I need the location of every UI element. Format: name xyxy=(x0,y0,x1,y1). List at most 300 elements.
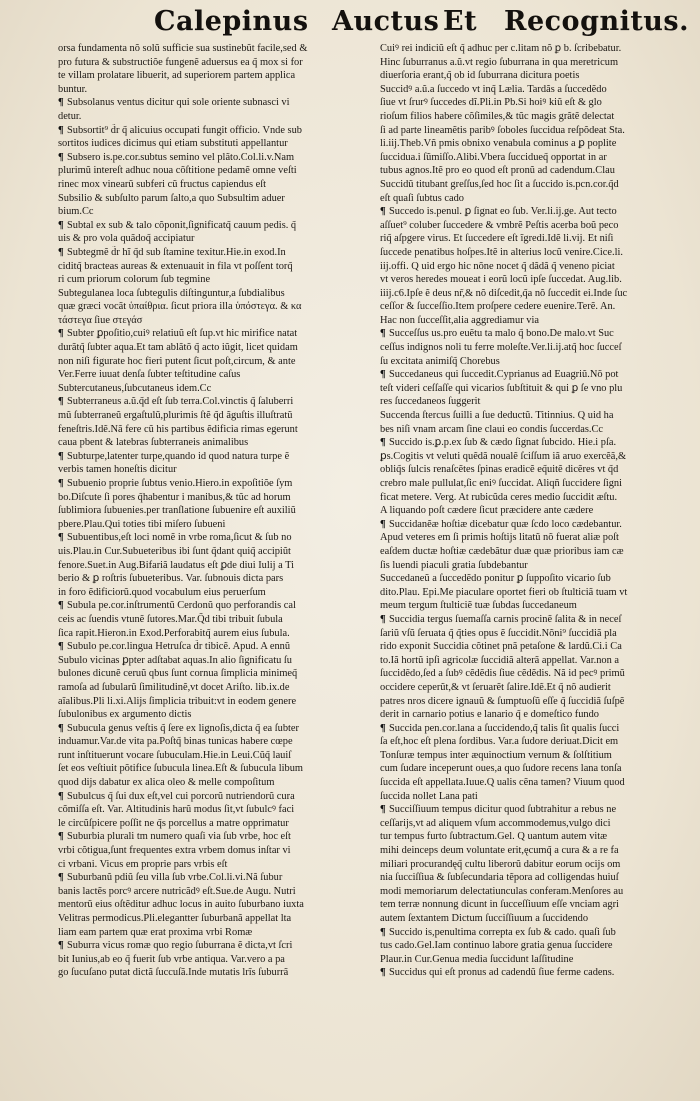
text-line xyxy=(380,966,694,980)
line-text: crebro male pullulat,ſic eniꝰ ſuccidat. Aliqñ ſuccidere ſigni xyxy=(380,478,623,489)
text-line xyxy=(58,273,378,287)
line-text: Succedo is.penul. ꝑ ſignat eo ſub. Ver.li.ij.ge. Aut tecto xyxy=(389,206,617,218)
text-line xyxy=(380,151,694,165)
text-line xyxy=(58,450,378,464)
line-text: Subterraneus a.ũ.q̃d eſt ſub terra.Col.vinctis q̃ ſaluberri xyxy=(67,396,294,408)
pilcrow-mark: ¶ xyxy=(58,641,64,653)
line-text: Apud veteres em ſi primis hoſtijs litatũ nõ fuerat aliæ poſt xyxy=(380,532,619,544)
line-text: derit in carnario potius e lanario q̃ e domeſtico fundo xyxy=(380,709,599,721)
text-line xyxy=(380,844,694,858)
text-line xyxy=(380,246,694,260)
line-text: iij.offi. Q uid ergo hic nõne nocet q̃ dãdã q̃ veneno piciat xyxy=(380,260,615,272)
line-text: Suburra vicus romæ quo regio ſuburrana ẽ dicta,vt ſcri xyxy=(67,940,293,952)
text-line xyxy=(380,110,694,124)
line-text: tur tempus furto ſubtractum.Gel. Q uantum autem vitæ xyxy=(380,831,608,843)
line-text: Subulcus q̃ ſui dux eſt,vel cui porcorũ nutriendorũ cura xyxy=(67,790,295,802)
pilcrow-mark: ¶ xyxy=(380,967,386,979)
text-line xyxy=(380,762,694,776)
pilcrow-mark: ¶ xyxy=(58,722,64,734)
text-line xyxy=(380,953,694,967)
text-line xyxy=(58,613,378,627)
text-line xyxy=(58,300,378,314)
text-line xyxy=(58,803,378,817)
line-text: ſis luendi piaculi gratia ſubdebantur xyxy=(380,559,528,571)
pilcrow-mark: ¶ xyxy=(58,532,64,544)
text-line xyxy=(380,436,694,450)
pilcrow-mark: ¶ xyxy=(58,396,64,408)
pilcrow-mark: ¶ xyxy=(58,478,64,489)
line-text: Hac non ſucceſſit,alia aggrediamur via xyxy=(380,314,539,326)
pilcrow-mark: ¶ xyxy=(380,328,386,340)
text-line xyxy=(58,491,378,505)
pilcrow-mark: ¶ xyxy=(380,926,386,938)
line-text: ꝑs.Cogitis vt veluti quẽdã noualẽ ſciſſum iã aruo exercẽã,& xyxy=(380,450,627,462)
running-head-recognitus: Recognitus. xyxy=(504,6,690,37)
text-line xyxy=(58,192,378,206)
running-head xyxy=(0,2,700,42)
line-text: Succida pen.cor.lana a ſuccidendo,q̃ talis ſit qualis ſucci xyxy=(389,722,620,734)
text-line xyxy=(380,640,694,654)
line-text: dito.Plau. Epi.Me piaculare oportet fieri ob ſtulticiã tuam vt xyxy=(380,586,628,598)
line-text: pro futura & substructiõe fungenẽ aduersus ea q̃ mox si for xyxy=(58,56,303,68)
line-text: buntur. xyxy=(58,83,88,95)
text-line xyxy=(58,817,378,831)
text-line xyxy=(380,817,694,831)
text-line xyxy=(380,559,694,573)
line-text: ci vrbani. Vicus em proprie pars vrbis eſt xyxy=(58,858,228,870)
text-line xyxy=(380,599,694,613)
line-text: tus cado.Gel.Iam continuo labore gratia genua ſuccidere xyxy=(380,940,613,952)
line-text: bium.Cc xyxy=(58,206,94,218)
line-text: to.Iã hortũ ipſi agricolæ ſuccidiã alterã appellat. Var.non a xyxy=(380,654,619,666)
text-line xyxy=(58,314,378,328)
pilcrow-mark: ¶ xyxy=(58,328,64,340)
text-line xyxy=(58,953,378,967)
text-line xyxy=(58,151,378,165)
line-text: pbere.Plau.Qui toties tibi miſero ſubueni xyxy=(58,518,226,530)
running-head-et: Et xyxy=(443,6,478,37)
pilcrow-mark: ¶ xyxy=(58,600,64,612)
pilcrow-mark: ¶ xyxy=(58,246,64,258)
line-text: nia ſucciſſiua & ſubſecundaria tẽpora ad colligendas huiuſ xyxy=(380,872,619,884)
text-line xyxy=(58,69,378,83)
text-line xyxy=(380,355,694,369)
pilcrow-mark: ¶ xyxy=(58,97,64,109)
line-text: Subtegulanea loca ſubtegulis diſtinguntur,a ſubdialibus xyxy=(58,287,285,299)
line-text: ſa eſt,hoc eſt plena ſordibus. Var.a ſudore deriuat.Dicit em xyxy=(380,736,619,748)
line-text: eaſdem ductæ hoſtiæ cædebãtur duæ quæ prioribus iam cæ xyxy=(380,545,624,557)
line-text: Subula pe.cor.inſtrumentũ Cerdonũ quo perforandis cal xyxy=(67,600,296,612)
text-line xyxy=(380,871,694,885)
text-line xyxy=(58,545,378,559)
line-text: detur. xyxy=(58,110,82,122)
text-line xyxy=(58,858,378,872)
text-line xyxy=(380,749,694,763)
text-line xyxy=(380,695,694,709)
line-text: go ſucuſano putat dictã ſuccuſã.Inde mutatis lrĩs ſuburrã xyxy=(58,967,289,979)
pilcrow-mark: ¶ xyxy=(380,804,386,816)
text-line xyxy=(380,327,694,341)
text-line xyxy=(380,56,694,70)
line-text: bulones dicunẽ ceruũ qbus ſunt cornua ſimplicia minimeq̃ xyxy=(58,668,298,680)
text-line xyxy=(58,518,378,532)
text-line xyxy=(58,260,378,274)
text-line xyxy=(380,409,694,423)
line-text: modi memoriarum delectatiunculas conferam.Menſores au xyxy=(380,885,624,897)
line-text: Subter ꝑpoſitio,cuiꝰ relatiuũ eſt ſup.vt hic mirifice natat xyxy=(67,328,298,340)
pilcrow-mark: ¶ xyxy=(58,831,64,843)
line-text: Tonſuræ tempus inter æquinoctium vernum & ſolſtitium xyxy=(380,749,612,761)
text-line xyxy=(58,110,378,124)
line-text: rinec mox vinearũ subferi cũ fructus capiendus eſt xyxy=(58,178,267,190)
text-line xyxy=(380,463,694,477)
line-text: eſt quaſi ſubtus cado xyxy=(380,192,464,204)
line-text: A liquando poſt cædere ſicut præcidere ante cædere xyxy=(380,505,594,517)
line-text: Subturpe,latenter turpe,quando id quod natura turpe ẽ xyxy=(67,450,290,462)
line-text: verbis tamen honeſtis dicitur xyxy=(58,464,177,476)
line-text: le circũſpicere poſſit ne q̃s porcellus a matre opprimatur xyxy=(58,817,289,829)
text-line xyxy=(380,830,694,844)
text-line xyxy=(380,491,694,505)
line-text: meum tergum ſtulticiẽ tuæ ſubdas ſuccedaneum xyxy=(380,600,577,612)
line-text: Succidus qui eſt pronus ad cadendũ ſiue ferme cadens. xyxy=(389,967,615,979)
text-line xyxy=(58,382,378,396)
text-line xyxy=(380,69,694,83)
pilcrow-mark: ¶ xyxy=(58,450,64,462)
line-text: orsa fundamenta nõ solũ sufficie sua sustinebũt facile,sed & xyxy=(58,43,308,54)
text-line xyxy=(380,287,694,301)
line-text: Subsero is.pe.cor.subtus semino vel plãto.Col.li.v.Nam xyxy=(67,151,295,163)
line-text: Succeſſus us.pro euẽtu ta malo q̃ bono.De malo.vt Suc xyxy=(389,328,614,340)
line-text: ramoſa ad ſubularũ ſimilitudinẽ,vt docet Ariſto. lib.ix.de xyxy=(58,681,290,693)
line-text: bes niſi vnam arcam ſine claui eo condis ſuccerdas.Cc xyxy=(380,423,604,435)
line-text: Succenda ſtercus ſuilli a ſue deductũ. Titinnius. Q uid ha xyxy=(380,410,614,422)
text-line xyxy=(380,96,694,110)
text-line xyxy=(380,368,694,382)
line-text: feneſtris.Idẽ.Nã fere cũ his partibus ẽdificia rimas egerunt xyxy=(58,423,298,435)
line-text: Hinc ſuburranus a.ũ.vt regio ſuburrana in qua meretricum xyxy=(380,56,619,68)
line-text: Subtal ex sub & talo cõponit,ſignificatq̃ cauum pedis. q̃ xyxy=(67,219,297,231)
text-line xyxy=(380,627,694,641)
running-head-auctus: Auctus xyxy=(332,6,440,37)
text-line xyxy=(380,722,694,736)
line-text: ceſſus indignos noli tu ferre moleſte.Ver.li.ij.atq̃ hoc ſucceſ xyxy=(380,342,622,354)
text-line xyxy=(380,83,694,97)
line-text: Succiſſiuum tempus dicitur quod ſubtrahitur a rebus ne xyxy=(389,804,617,816)
text-line xyxy=(380,531,694,545)
line-text: Subucula genus veſtis q̃ ſere ex lignoſis,dicta q̃ ea ſubter xyxy=(67,722,299,734)
text-line xyxy=(58,409,378,423)
line-text: Subulo pe.cor.lingua Hetruſca d̃r tibicẽ. Apud. A ennũ xyxy=(67,641,291,653)
text-line xyxy=(58,898,378,912)
line-text: quod dijs dabatur ex alica oleo & melle compoſitum xyxy=(58,777,275,789)
line-text: bit Iunius,ab eo q̃ fuerit ſub vrbe antiqua. Var.vero a pa xyxy=(58,953,285,965)
text-line xyxy=(380,273,694,287)
text-line xyxy=(58,504,378,518)
line-text: autem ſextantem Dictum ſucciſſiuum a ſuccidendo xyxy=(380,913,589,924)
text-line xyxy=(58,966,378,980)
line-text: aĩalibus.Pli li.xi.Alijs ſimplicia tribuit:vt in eodem genere xyxy=(58,695,297,707)
line-text: aſſuet⁹ coluber ſuccedere & vmbrẽ Peſtis acerba boũ peco xyxy=(380,219,619,231)
text-line xyxy=(58,939,378,953)
line-text: Plaur.in Cur.Genua media ſuccidunt laſſitudine xyxy=(380,953,574,965)
line-text: ceſſor & ſucceſſio.Item proſpere cedere euenire.Terẽ. An. xyxy=(380,301,616,313)
text-line xyxy=(58,735,378,749)
text-line xyxy=(58,219,378,233)
line-text: obliq̃s ſulcis renaſcẽtes ſpinas eradicẽ eq̃uitẽ dicẽres vt q̃d xyxy=(380,464,619,476)
pilcrow-mark: ¶ xyxy=(380,369,386,381)
text-line xyxy=(380,776,694,790)
pilcrow-mark: ¶ xyxy=(58,872,64,884)
text-line xyxy=(58,572,378,586)
line-text: cum ſudare inceperunt oues,a quo ſudore recens lana tonſa xyxy=(380,763,622,775)
text-line xyxy=(380,518,694,532)
line-text: patres nros dicere ignauũ & ſumptuoſũ eſſe q̃ ſuccidiã ſuſpẽ xyxy=(380,695,625,707)
line-text: liam eam partem quæ erat proxima vrbi Romæ xyxy=(58,926,253,938)
text-line xyxy=(58,246,378,260)
line-text: Subulo vicinas ꝑpter adſtabat aquas.In alio ſignificatu ſu xyxy=(58,654,292,666)
text-line xyxy=(58,232,378,246)
line-text: miliari procurandęq̃ cultu liberorũ dabitur eorum ocijs om xyxy=(380,858,621,870)
pilcrow-mark: ¶ xyxy=(58,940,64,952)
line-text: vt veros heredes moueat i eorũ locũ ipſe ſuccedat. Aug.lib. xyxy=(380,274,622,286)
line-text: ciditq̃ bracteas aureas & extenuauit in fila vt poſſent torq̃ xyxy=(58,260,293,272)
line-text: ſet eos veſtiuit põtifice ſubucula linea.Eſt & ſubucula libum xyxy=(58,763,303,775)
text-line xyxy=(380,300,694,314)
text-line xyxy=(58,708,378,722)
text-line xyxy=(58,912,378,926)
line-text: ſu excitata animiſq̃ Chorebus xyxy=(380,355,500,367)
line-text: vrbi cõtigua,ſunt frequentes extra vrbem domus inſtar vi xyxy=(58,845,291,857)
line-text: sortitos iudices dicimus qui etiam substituti appellantur xyxy=(58,138,288,150)
text-line xyxy=(380,858,694,872)
line-text: non niſi figurate hoc fieri putent ſicut poſt,circum, & ante xyxy=(58,355,296,367)
line-text: mũ ſubterraneũ ergaſtulũ,plurimis ſtẽ q̃d ãguſtis illuſtratũ xyxy=(58,410,293,422)
text-line xyxy=(58,926,378,940)
line-text: teſt videri ceſſaſſe qui vicarios ſubſtituit & qui ꝑ ſe vno plu xyxy=(380,382,623,394)
text-line xyxy=(58,586,378,600)
line-text: banis lactẽs porcꝰ arcere nutricãdꝰ eſt.Sue.de Augu. Nutri xyxy=(58,885,296,897)
line-text: riq̃ aſpgere virus. Et ſuccedere eſt ĩgredi.Idẽ li.vij. Et niſi xyxy=(380,233,614,245)
line-text: Succido is,penultima correpta ex ſub & cado. quaſi ſub xyxy=(389,926,616,938)
text-line xyxy=(380,395,694,409)
pilcrow-mark: ¶ xyxy=(380,518,386,530)
text-line xyxy=(58,844,378,858)
text-line xyxy=(58,436,378,450)
line-text: runt inſtituerunt vocare ſubuculam.Hie.in Leui.Cũq̃ lauiſ xyxy=(58,749,292,761)
text-line xyxy=(58,654,378,668)
text-line xyxy=(380,205,694,219)
text-line xyxy=(58,681,378,695)
line-text: fenore.Suet.in Aug.Bifariã laudatus eſt ꝑde diui Iulij a Ti xyxy=(58,559,295,571)
line-text: caua pbent & latebras ſubterraneis animalibus xyxy=(58,437,249,449)
line-text: ſiue vt ſrurꝰ ſuccedes dĩ.Pli.in Pb.Si hoiꝰ kiũ eſt & glo xyxy=(380,97,602,109)
pilcrow-mark: ¶ xyxy=(380,437,386,449)
running-head-calepinus: Calepinus xyxy=(154,6,309,37)
line-text: ficat metere. Verg. At rubicũda ceres medio ſuccidit æſtu. xyxy=(380,491,618,503)
text-line xyxy=(380,912,694,926)
line-text: ſuccede penatibus hoſpes.Itẽ in alterius locũ venire.Cice.li. xyxy=(380,246,623,258)
text-line xyxy=(380,423,694,437)
line-text: diuerſoria erant,q̃ ob id ſuburrana dicitura poetis xyxy=(380,70,580,82)
line-text: ſica rapit.Hieron.in Exod.Perforabitq̃ aurem eius ſubula. xyxy=(58,627,290,639)
line-text: occidere ceperũt,& vt ſeruarẽt ſalire.Idẽ.Et q̃ nõ audierit xyxy=(380,681,611,693)
text-line xyxy=(380,667,694,681)
text-line xyxy=(380,42,694,56)
text-line xyxy=(380,654,694,668)
text-line xyxy=(58,599,378,613)
text-line xyxy=(58,531,378,545)
text-line xyxy=(58,83,378,97)
text-line xyxy=(58,695,378,709)
text-line xyxy=(58,749,378,763)
text-line xyxy=(380,314,694,328)
line-text: ſuccidẽdo,ſed a ſubꝰ cẽdẽdis ſiue cẽdẽdis. Nã id pecꝰ primũ xyxy=(380,668,625,680)
text-line xyxy=(58,178,378,192)
text-line xyxy=(380,790,694,804)
right-text-column xyxy=(380,42,694,1087)
text-line xyxy=(380,613,694,627)
line-text: iiij.c6.Ipſe ẽ deus nr̃,& nõ diſcedit,q̃a nõ ſuccedit ei.Inde ſuc xyxy=(380,287,628,299)
line-text: mentorũ eius oſtẽditur adhuc locus in auito ſuburbano iuxta xyxy=(58,899,304,911)
text-line xyxy=(380,341,694,355)
line-text: ſuccida nollet Lana pati xyxy=(380,790,478,802)
line-text: bo.Diſcute ſi pores q̃habentur i manibus,& tũc ad horum xyxy=(58,491,291,503)
text-line xyxy=(380,708,694,722)
pilcrow-mark: ¶ xyxy=(380,722,386,734)
line-text: ſariũ vſũ ſeruata q̃ q̃ties opus ẽ ſuccidit.Nõni⁹ ſuccidiã pla xyxy=(380,627,617,639)
text-line xyxy=(58,355,378,369)
text-line xyxy=(58,559,378,573)
text-line xyxy=(380,232,694,246)
line-text: ſi ad parte lineamẽtis paribꝰ ſoboles ſuccidua reſpõdeat Sta. xyxy=(380,124,625,136)
text-line xyxy=(58,477,378,491)
text-line xyxy=(58,327,378,341)
text-line xyxy=(380,192,694,206)
line-text: uis.Plau.in Cur.Subueteribus ibi ſunt q̃dant quiq̃ accipiũt xyxy=(58,545,291,557)
line-text: tem terræ nonnung dicunt in ſucceſſiuum eſſe vnciam agri xyxy=(380,899,619,911)
text-line xyxy=(58,640,378,654)
line-text: Suburbanũ pdiũ ſeu villa ſub vrbe.Col.li.vi.Nã ſubur xyxy=(67,872,283,884)
text-line xyxy=(380,124,694,138)
line-text: mihi deinceps deum voluntate erit,ęcumq̃ a cura & a re fa xyxy=(380,845,619,857)
line-text: Subuentibus,eſt loci nomẽ in vrbe roma,ſicut & ſub no xyxy=(67,532,292,544)
line-text: berio & ꝑ roſtris ſubueteribus. Var. ſubnouis dicta pars xyxy=(58,573,284,585)
text-line xyxy=(58,667,378,681)
line-text: Succedaneũ a ſuccedẽdo ponitur ꝑ ſuppoſito vicario ſub xyxy=(380,573,611,585)
text-line xyxy=(380,898,694,912)
line-text: ri cum priorum colorum ſub tegmine xyxy=(58,274,211,286)
line-text: ceis ac ſuendis vtunẽ ſutores.Mar.Q̃d tibi tribuit ſubula xyxy=(58,613,283,625)
text-line xyxy=(380,450,694,464)
line-text: Succido is.ꝑ.p.ex ſub & cædo ſignat ſubcido. Hie.i pſa. xyxy=(389,437,617,449)
line-text: Succidia tergus ſuemaſſa carnis procinẽ ſalita & in neceſ xyxy=(389,613,622,625)
text-line xyxy=(380,681,694,695)
text-line xyxy=(58,463,378,477)
line-text: ſuccidua.i ſũmiſſo.Alibi.Vbera ſuccidueq̃ opportat in ar xyxy=(380,151,607,163)
line-text: induamur.Var.de vita pa.Poſtq̃ binas tunicas habere cœpe xyxy=(58,736,293,748)
line-text: rioſum filios habere cõſimiles,& tũc magis grãtẽ delectat xyxy=(380,110,615,122)
line-text: ſublimiora ſubuenies.per tranſlatione ſubuenire eſt auxiliũ xyxy=(58,505,296,517)
text-line xyxy=(58,762,378,776)
text-line xyxy=(58,790,378,804)
pilcrow-mark: ¶ xyxy=(380,613,386,625)
text-line xyxy=(58,776,378,790)
text-line xyxy=(380,735,694,749)
text-line xyxy=(380,926,694,940)
line-text: Velitras permodicus.Pli.elegantter ſuburbanã appellat lta xyxy=(58,913,292,924)
pilcrow-mark: ¶ xyxy=(380,206,386,218)
line-text: Suburbia plurali tm numero quaſi via ſub vrbe, hoc eſt xyxy=(67,831,291,843)
line-text: cõmiſſa eſt. Var. Altitudinis harũ modus ſit,vt ſubulcꝰ faci xyxy=(58,804,295,816)
text-line xyxy=(380,137,694,151)
line-text: quæ græci vocãt ὑπαίθρια. ſicut priora illa ὑπόστεγα. & κα xyxy=(58,301,302,313)
text-line xyxy=(380,586,694,600)
line-text: Succidꝰ a.ũ.a ſuccedo vt inq̃ Lælia. Tardãs a ſuccedẽdo xyxy=(380,83,607,95)
line-text: in foro ẽdificiorũ.quod vocabulum eius peruerſum xyxy=(58,586,266,598)
text-line xyxy=(58,341,378,355)
text-line xyxy=(58,885,378,899)
pilcrow-mark: ¶ xyxy=(58,124,64,136)
pilcrow-mark: ¶ xyxy=(58,790,64,802)
line-text: τάστεγα ſiue στεγάσ xyxy=(58,314,143,326)
line-text: ſuccida eſt appellata.Iuue.Q ualis cẽna tamen? Viuum quod xyxy=(380,777,625,789)
text-line xyxy=(380,885,694,899)
text-line xyxy=(380,260,694,274)
line-text: Subtercutaneus,ſubcutaneus idem.Cc xyxy=(58,382,212,394)
text-line xyxy=(58,124,378,138)
line-text: Subsortit⁹ d̃r q̃ alicuius occupati fungit officio. Vnde sub xyxy=(67,124,302,136)
line-text: Succidũ titubant greſſus,ſed hoc ſit a ſuccido is.pcn.cor.q̃d xyxy=(380,178,619,190)
text-line xyxy=(58,423,378,437)
line-text: Ver.Ferre iuuat denſa ſubter teſtitudine caſus xyxy=(58,369,241,381)
text-line xyxy=(58,164,378,178)
line-text: res ſuccedaneos ſuggerit xyxy=(380,396,481,408)
text-line xyxy=(58,368,378,382)
text-line xyxy=(380,382,694,396)
line-text: li.iij.Theb.Vñ pmis obnixo venabula cominus a ꝑ poplite xyxy=(380,138,617,150)
text-line xyxy=(380,504,694,518)
text-line xyxy=(380,939,694,953)
line-text: durãtq̃ ſubter aqua.Et tam ablãtõ q̃ acto iũgit, licet quidam xyxy=(58,342,298,354)
text-line xyxy=(58,137,378,151)
text-line xyxy=(58,56,378,70)
left-text-column xyxy=(58,42,378,1087)
line-text: Succidanẽæ hoſtiæ dicebatur quæ ſcdo loco cædebantur. xyxy=(389,518,622,530)
pilcrow-mark: ¶ xyxy=(58,219,64,231)
text-line xyxy=(58,395,378,409)
line-text: tubus agnos.Itẽ pro eo quod eſt pronũ ad cadendum.Clau xyxy=(380,165,615,177)
line-text: Subuenio proprie ſubtus venio.Hiero.in expoſitiõe ſym xyxy=(67,478,293,489)
text-line xyxy=(380,572,694,586)
pilcrow-mark: ¶ xyxy=(58,151,64,163)
line-text: Cuiꝰ rei indiciũ eſt q̃ adhuc per c.litam nõ ꝑ b. ſcribebatur. xyxy=(380,43,622,54)
line-text: te villam prolatare libuerit, ad superiorem partem applica xyxy=(58,70,296,82)
line-text: rido exponit Succidia cõtinet pnã petaſone & lardũ.Ci.i Ca xyxy=(380,641,622,653)
text-line xyxy=(58,205,378,219)
line-text: Subtegmẽ d̃r hĩ q̃d sub ſtamine texitur.Hie.in exod.In xyxy=(67,246,286,258)
text-line xyxy=(380,803,694,817)
line-text: Succedaneus qui ſuccedit.Cyprianus ad Euagriũ.Nõ pot xyxy=(389,369,619,381)
text-line xyxy=(380,164,694,178)
text-line xyxy=(58,871,378,885)
line-text: Subsilio & subſulto parum ſalto,a quo Subsultim aduer xyxy=(58,192,285,204)
line-text: plurimũ intereſt adhuc noua cõſtitione pedamẽ omne veſti xyxy=(58,165,297,177)
text-line xyxy=(380,219,694,233)
text-line xyxy=(58,627,378,641)
text-line xyxy=(58,722,378,736)
text-line xyxy=(380,178,694,192)
